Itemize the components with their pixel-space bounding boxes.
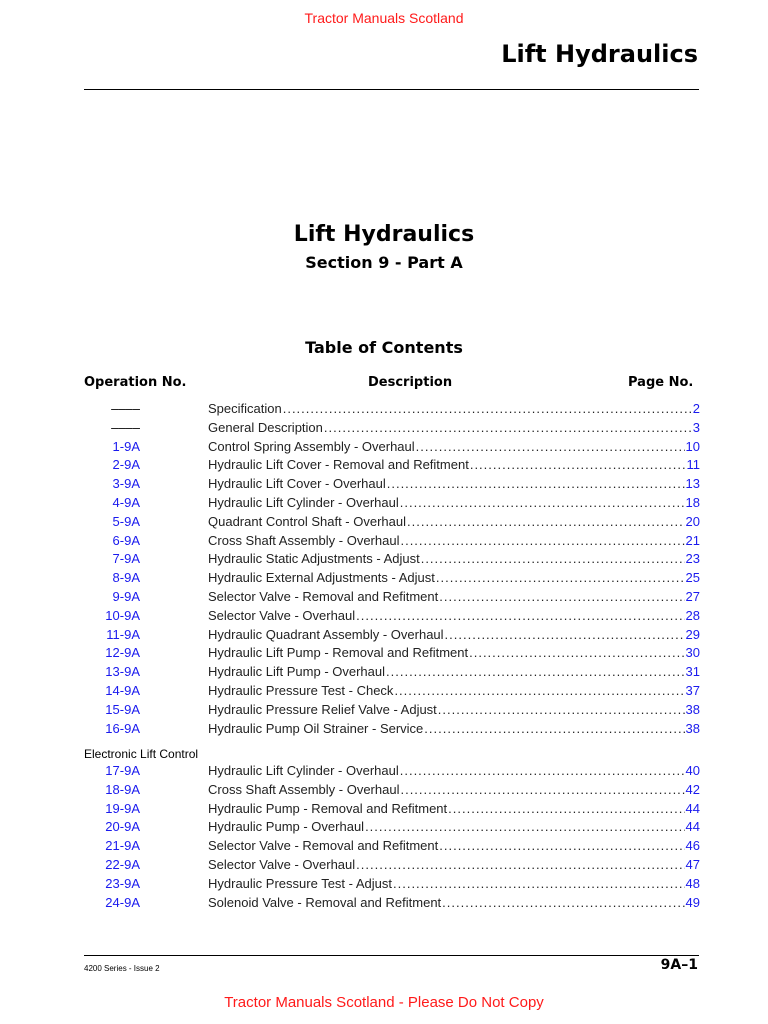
toc-description: Cross Shaft Assembly - Overhaul [208, 781, 400, 797]
toc-dot-leader [448, 800, 684, 819]
toc-description: Hydraulic Static Adjustments - Adjust [208, 551, 420, 567]
toc-dot-leader [400, 762, 685, 781]
toc-entry [208, 663, 700, 682]
toc-page-link[interactable]: 11 [686, 457, 700, 473]
toc-row [84, 626, 700, 645]
toc-row [84, 475, 700, 494]
toc-dot-leader [393, 875, 685, 894]
toc-dot-leader [438, 701, 685, 720]
toc-dot-leader [469, 644, 684, 663]
document-subtitle: Section 9 - Part A [305, 253, 463, 272]
toc-description: Hydraulic Lift Pump - Overhaul [208, 664, 386, 680]
toc-row [84, 513, 700, 532]
toc-page-link[interactable]: 38 [685, 720, 700, 736]
toc-description: Hydraulic Pump - Overhaul [208, 819, 365, 835]
toc-entry [208, 781, 700, 800]
toc-operation-number[interactable]: 4-9A [112, 494, 140, 510]
toc-row [84, 682, 700, 701]
toc-dot-leader [324, 419, 692, 438]
toc-description: Solenoid Valve - Removal and Refitment [208, 894, 442, 910]
toc-entry [208, 644, 700, 663]
toc-entry [208, 626, 700, 645]
toc-dot-leader [470, 456, 686, 475]
toc-entry [208, 400, 700, 419]
toc-operation-number[interactable]: 19-9A [105, 800, 140, 816]
toc-row [84, 701, 700, 720]
toc-page-link[interactable]: 47 [685, 856, 700, 872]
toc-description: Selector Valve - Overhaul [208, 856, 356, 872]
toc-description: Cross Shaft Assembly - Overhaul [208, 532, 400, 548]
toc-description: Specification [208, 401, 282, 416]
toc-row [84, 894, 700, 913]
toc-row [84, 818, 700, 837]
toc-operation-number[interactable]: 8-9A [112, 570, 140, 586]
toc-page-link[interactable]: 38 [685, 701, 700, 717]
toc-operation-number[interactable]: 24-9A [105, 894, 140, 910]
toc-operation-number[interactable]: 15-9A [105, 701, 140, 717]
toc-page-link[interactable]: 20 [685, 513, 700, 529]
toc-row [84, 456, 700, 475]
toc-operation-number[interactable]: 17-9A [105, 763, 140, 778]
toc-operation-number[interactable]: 5-9A [112, 513, 140, 529]
footer-series: 4200 Series - Issue 2 [84, 964, 160, 973]
toc-row [84, 438, 700, 457]
toc-page-link[interactable]: 28 [685, 607, 700, 623]
toc-row [84, 856, 700, 875]
toc-group-label: Electronic Lift Control [84, 747, 199, 761]
toc-entry [208, 569, 700, 588]
toc-operation-number[interactable]: 3-9A [112, 476, 140, 492]
toc-row [84, 532, 700, 551]
toc-operation-number[interactable]: 13-9A [105, 664, 140, 680]
toc-operation-number[interactable]: 11-9A [106, 626, 140, 642]
toc-description: Hydraulic Pressure Test - Check [208, 682, 394, 698]
toc-row [84, 720, 700, 739]
toc-row [84, 644, 700, 663]
toc-description: Hydraulic Lift Cylinder - Overhaul [208, 763, 399, 778]
toc-row [84, 400, 700, 419]
toc-operation-number[interactable]: 16-9A [105, 720, 140, 736]
toc-entry [208, 875, 700, 894]
toc-operation-number[interactable]: 18-9A [105, 781, 140, 797]
toc-description: Selector Valve - Removal and Refitment [208, 838, 439, 854]
toc-entry [208, 818, 700, 837]
toc-row [84, 800, 700, 819]
toc-operation-number[interactable]: 1-9A [112, 438, 140, 454]
footer-rule [84, 955, 699, 956]
toc-entry [208, 837, 700, 856]
toc-page-link[interactable]: 48 [685, 875, 700, 891]
toc-description: Selector Valve - Removal and Refitment [208, 588, 439, 604]
toc-entry [208, 438, 700, 457]
toc-description: Hydraulic Pump - Removal and Refitment [208, 800, 448, 816]
toc-operation-number[interactable]: 6-9A [112, 532, 140, 548]
toc-row [84, 588, 700, 607]
toc-page-link[interactable]: 25 [685, 570, 700, 586]
toc-dot-leader [400, 781, 684, 800]
toc-row [84, 419, 700, 438]
toc-row [84, 494, 700, 513]
toc-description: Hydraulic Pressure Relief Valve - Adjust [208, 701, 437, 717]
column-header-operation: Operation No. [84, 375, 187, 390]
toc-dot-leader [407, 513, 685, 532]
watermark-top: Tractor Manuals Scotland [304, 10, 464, 26]
toc-page-link[interactable]: 2 [692, 401, 700, 416]
column-header-page: Page No. [628, 375, 694, 390]
toc-dot-leader [400, 494, 685, 513]
toc-page-link[interactable]: 3 [692, 419, 700, 435]
toc-dot-leader [445, 626, 685, 645]
toc-dot-leader [365, 818, 684, 837]
toc-description: Hydraulic External Adjustments - Adjust [208, 570, 435, 586]
running-header-title: Lift Hydraulics [501, 40, 698, 68]
toc-entry [208, 762, 700, 781]
toc-entry [208, 550, 700, 569]
header-rule [84, 89, 699, 90]
toc-dot-leader [400, 532, 684, 551]
toc-description: General Description [208, 419, 323, 435]
toc-description: Hydraulic Lift Cylinder - Overhaul [208, 494, 399, 510]
toc-entry [208, 456, 700, 475]
toc-dot-leader [421, 550, 685, 569]
toc-page-link[interactable]: 46 [685, 838, 700, 854]
toc-dot-leader [386, 663, 685, 682]
toc-dot-leader [283, 400, 692, 419]
toc-entry [208, 701, 700, 720]
toc-page-link[interactable]: 44 [685, 800, 700, 816]
toc-operation-number[interactable]: 7-9A [112, 551, 140, 567]
toc-entry [208, 682, 700, 701]
toc-page-link[interactable]: 31 [685, 664, 700, 680]
toc-page-link[interactable]: 21 [685, 532, 700, 548]
toc-operation-number: –––– [111, 419, 140, 435]
toc-operation-number[interactable]: 23-9A [105, 875, 140, 891]
toc-page-link[interactable]: 23 [685, 551, 700, 567]
column-header-description: Description [368, 375, 453, 390]
toc-row [84, 607, 700, 626]
toc-description: Hydraulic Lift Cover - Removal and Refitment [208, 457, 469, 473]
toc-entry [208, 513, 700, 532]
toc-dot-leader [356, 856, 684, 875]
toc-entry [208, 532, 700, 551]
toc-operation-number: –––– [111, 401, 140, 416]
toc-heading: Table of Contents [305, 338, 463, 357]
toc-entry [208, 720, 700, 739]
toc-operation-number[interactable]: 14-9A [105, 682, 140, 698]
toc-operation-number[interactable]: 9-9A [112, 588, 140, 604]
toc-row [84, 569, 700, 588]
document-title: Lift Hydraulics [293, 222, 475, 247]
toc-entry [208, 894, 700, 913]
toc-description: Hydraulic Pressure Test - Adjust [208, 875, 392, 891]
toc-row [84, 550, 700, 569]
toc-page-link[interactable]: 44 [685, 819, 700, 835]
toc-entry [208, 588, 700, 607]
toc-operation-number[interactable]: 12-9A [105, 645, 140, 661]
toc-entry [208, 856, 700, 875]
toc-description: Control Spring Assembly - Overhaul [208, 438, 415, 454]
page-number: 9A–1 [660, 957, 698, 973]
toc-operation-number[interactable]: 22-9A [105, 856, 140, 872]
toc-dot-leader [416, 438, 685, 457]
toc-description: Selector Valve - Overhaul [208, 607, 356, 623]
toc-entry [208, 494, 700, 513]
toc-row [84, 781, 700, 800]
toc-description: Hydraulic Lift Cover - Overhaul [208, 476, 386, 492]
toc-dot-leader [387, 475, 685, 494]
toc-dot-leader [442, 894, 684, 913]
toc-page-link[interactable]: 37 [685, 682, 700, 698]
toc-page-link[interactable]: 49 [685, 894, 700, 910]
toc-description: Quadrant Control Shaft - Overhaul [208, 513, 406, 529]
toc-page-link[interactable]: 27 [685, 588, 700, 604]
toc-description: Hydraulic Lift Pump - Removal and Refitment [208, 645, 469, 661]
toc-entry [208, 475, 700, 494]
toc-entry [208, 419, 700, 438]
toc-operation-number[interactable]: 20-9A [105, 819, 140, 835]
toc-page-link[interactable]: 13 [685, 476, 700, 492]
toc-list [84, 400, 700, 738]
toc-page-link[interactable]: 42 [685, 781, 700, 797]
toc-page-link[interactable]: 30 [685, 645, 700, 661]
toc-row [84, 837, 700, 856]
toc-dot-leader [439, 588, 684, 607]
toc-description: Hydraulic Quadrant Assembly - Overhaul [208, 626, 444, 642]
toc-operation-number[interactable]: 2-9A [112, 457, 140, 473]
toc-dot-leader [436, 569, 685, 588]
toc-page-link[interactable]: 18 [685, 494, 700, 510]
toc-page-link[interactable]: 40 [685, 763, 700, 778]
toc-row [84, 875, 700, 894]
toc-description: Hydraulic Pump Oil Strainer - Service [208, 720, 424, 736]
toc-operation-number[interactable]: 21-9A [105, 838, 140, 854]
toc-page-link[interactable]: 10 [685, 438, 700, 454]
toc-entry [208, 800, 700, 819]
toc-dot-leader [439, 837, 684, 856]
toc-row [84, 762, 700, 781]
watermark-bottom: Tractor Manuals Scotland - Please Do Not Copy [224, 994, 544, 1011]
toc-page-link[interactable]: 29 [685, 626, 700, 642]
toc-dot-leader [356, 607, 684, 626]
toc-row [84, 663, 700, 682]
toc-dot-leader [424, 720, 684, 739]
toc-dot-leader [394, 682, 684, 701]
toc-operation-number[interactable]: 10-9A [105, 607, 140, 623]
toc-list-electronic [84, 762, 700, 912]
toc-entry [208, 607, 700, 626]
